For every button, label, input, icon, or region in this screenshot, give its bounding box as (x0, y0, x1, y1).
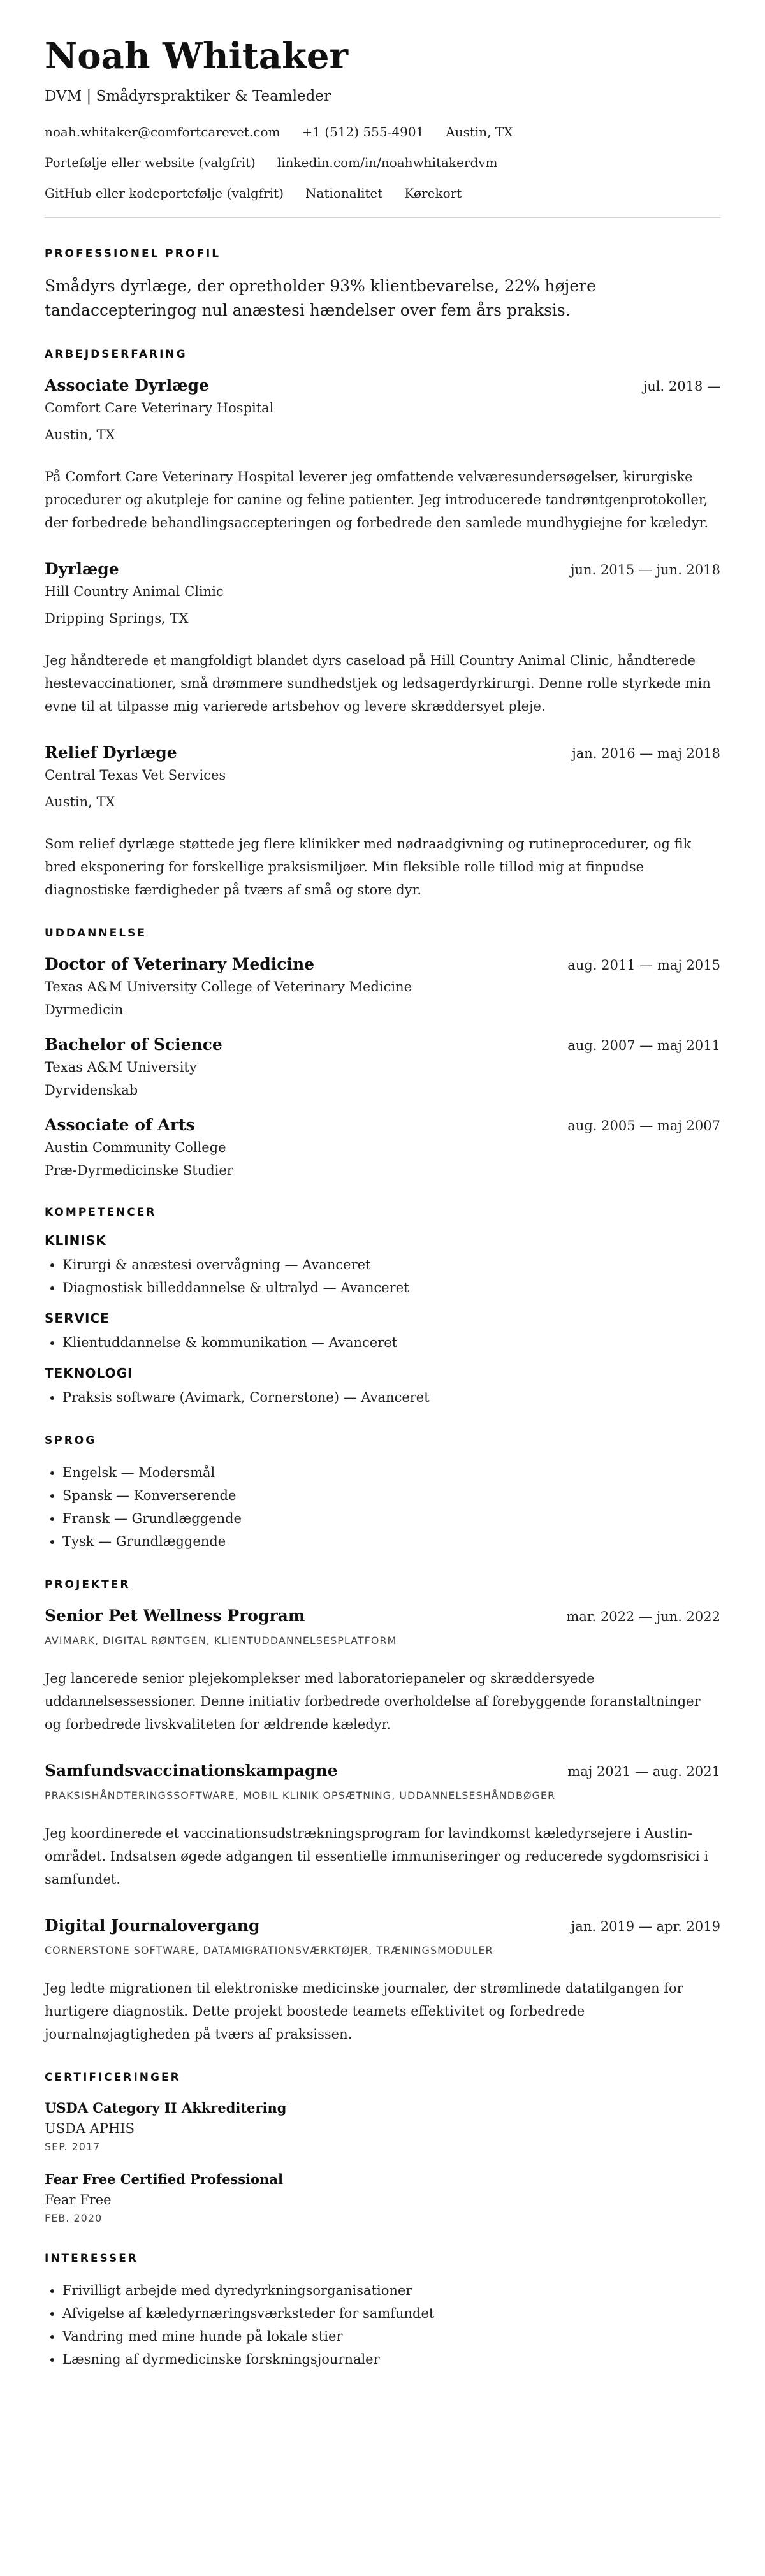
job-title: Relief Dyrlæge (45, 743, 177, 762)
certification-date: SEP. 2017 (45, 2141, 101, 2153)
section-title: CERTIFICERINGER (45, 2071, 181, 2084)
company-name: Central Texas Vet Services (45, 768, 226, 783)
job-location: Austin, TX (45, 427, 115, 442)
certification-issuer: Fear Free (45, 2192, 112, 2208)
section-title: UDDANNELSE (45, 927, 147, 940)
contact-nationality: Nationalitet (305, 186, 383, 201)
job-title: Dyrlæge (45, 560, 119, 578)
project-description: Jeg ledte migrationen til elektroniske medicinske journaler, der strømlinede datatilgangen for hurtigere diagnostik. Dette projekt boostede teamets effektivitet og forbedrede journalnøjagtigheden på tværs af praksissen. (45, 1981, 683, 2042)
project-dates: mar. 2022 — jun. 2022 (566, 1609, 720, 1624)
job-dates: jan. 2016 — maj 2018 (572, 746, 720, 761)
project-tech: PRAKSISHÅNDTERINGSSOFTWARE, MOBIL KLINIK OPSÆTNING, UDDANNELSESHÅNDBØGER (45, 1789, 556, 1801)
education-entry (45, 1034, 720, 1100)
skill-list (45, 1253, 720, 1299)
education-dates: aug. 2011 — maj 2015 (567, 957, 720, 973)
section-title: PROJEKTER (45, 1578, 131, 1591)
contact-email[interactable]: noah.whitaker@comfortcarevet.com (45, 124, 280, 140)
language-list (45, 1461, 720, 1553)
contact-drivers-license: Kørekort (404, 186, 462, 201)
skill-item: • Kirurgi & anæstesi overvågning — Avanceret (62, 1253, 720, 1276)
degree-title: Associate of Arts (45, 1116, 195, 1134)
degree-title: Bachelor of Science (45, 1035, 222, 1054)
languages-section (45, 1434, 720, 1553)
school-name: Texas A&M University (45, 1059, 197, 1075)
project-tech: AVIMARK, DIGITAL RØNTGEN, KLIENTUDDANNELSESPLATFORM (45, 1634, 397, 1647)
language-item: • Tysk — Grundlæggende (62, 1530, 720, 1553)
interest-list (45, 2279, 720, 2371)
interest-item: • Afvigelse af kæledyrnæringsværksteder for samfundet (62, 2302, 720, 2325)
job-location: Dripping Springs, TX (45, 611, 189, 626)
project-entry (45, 1760, 720, 1891)
contact-github[interactable]: GitHub eller kodeportefølje (valgfrit) (45, 186, 284, 201)
experience-section (45, 348, 720, 901)
education-dates: aug. 2005 — maj 2007 (567, 1118, 720, 1133)
job-dates: jul. 2018 — (643, 379, 720, 394)
school-name: Austin Community College (45, 1140, 226, 1155)
project-dates: jan. 2019 — apr. 2019 (571, 1919, 720, 1934)
skill-item: • Praksis software (Avimark, Cornerstone) — Avanceret (62, 1386, 720, 1409)
field-of-study: Præ-Dyrmedicinske Studier (45, 1163, 233, 1178)
contact-row (45, 184, 720, 202)
project-description: Jeg lancerede senior plejekomplekser med laboratoriepaneler og skræddersyede uddannelsessessioner. Denne initiativ forbedrede overholdelse af forebyggende foranstaltninger og forbedrede livskvaliteten for ældrende kæledyr. (45, 1671, 701, 1732)
skill-category: SERVICE (45, 1311, 110, 1326)
interest-item: • Læsning af dyrmedicinske forskningsjournaler (62, 2348, 720, 2371)
language-item: • Spansk — Konverserende (62, 1484, 720, 1507)
profile-summary: Smådyrs dyrlæge, der opretholder 93% klientbevarelse, 22% højere tandaccepteringog nul anæstesi hændelser over fem års praksis. (45, 277, 596, 319)
school-name: Texas A&M University College of Veterinary Medicine (45, 979, 412, 994)
project-name: Samfundsvaccinationskampagne (45, 1761, 338, 1780)
job-description: Som relief dyrlæge støttede jeg flere klinikker med nødraadgivning og rutineprocedurer, og fik bred eksponering for forskellige praksismiljøer. Min fleksible rolle tillod mig at finpudse diagnostiske færdigheder på tværs af små og store dyr. (45, 836, 692, 898)
project-entry (45, 1915, 720, 2046)
experience-entry (45, 558, 720, 718)
job-location: Austin, TX (45, 794, 115, 810)
skill-list (45, 1386, 720, 1409)
contact-row (45, 154, 720, 171)
project-name: Digital Journalovergang (45, 1916, 260, 1935)
certification-name: USDA Category II Akkreditering (45, 2100, 287, 2116)
project-description: Jeg koordinerede et vaccinationsudstrækningsprogram for lavindkomst kæledyrsejere i Austin-området. Indsatsen øgede adgangen til essentielle immuniseringer og reducerede sygdomsrisici i samfundet. (45, 1826, 709, 1887)
contact-location: Austin, TX (446, 124, 513, 140)
section-title: INTERESSER (45, 2252, 138, 2265)
contact-portfolio[interactable]: Portefølje eller website (valgfrit) (45, 155, 256, 170)
contact-phone[interactable]: +1 (512) 555-4901 (302, 124, 425, 140)
skill-category: KLINISK (45, 1233, 106, 1248)
certification-issuer: USDA APHIS (45, 2121, 135, 2136)
job-title: Associate Dyrlæge (45, 376, 209, 395)
interests-section (45, 2252, 720, 2371)
section-title: KOMPETENCER (45, 1206, 157, 1219)
candidate-tagline: DVM | Smådyrspraktiker & Teamleder (45, 88, 331, 105)
job-description: På Comfort Care Veterinary Hospital leverer jeg omfattende velværesundersøgelser, kirurgiske procedurer og akutpleje for canine og feline patienter. Jeg introducerede tandrøntgenprotokoller, der forbedrede behandlingsaccepteringen og forbedrede den samlede mundhygiejne for kæledyr. (45, 469, 709, 530)
job-description: Jeg håndterede et mangfoldigt blandet dyrs caseload på Hill Country Animal Clinic, håndterede hestevaccinationer, små drømmere sundhedstjek og ledsagerdyrkirurgi. Denne rolle styrkede min evne til at tilpasse mig varierede artsbehov og levere skræddersyet pleje. (45, 653, 711, 714)
certification-date: FEB. 2020 (45, 2212, 103, 2224)
project-tech: CORNERSTONE SOFTWARE, DATAMIGRATIONSVÆRKTØJER, TRÆNINGSMODULER (45, 1944, 493, 1956)
project-name: Senior Pet Wellness Program (45, 1606, 305, 1625)
section-title: PROFESSIONEL PROFIL (45, 247, 221, 260)
contact-linkedin[interactable]: linkedin.com/in/noahwhitakerdvm (277, 155, 498, 170)
language-item: • Engelsk — Modersmål (62, 1461, 720, 1484)
contact-row (45, 123, 720, 141)
projects-section (45, 1578, 720, 2046)
company-name: Comfort Care Veterinary Hospital (45, 400, 274, 416)
certifications-section (45, 2071, 720, 2227)
skill-list (45, 1331, 720, 1354)
resume-header (45, 35, 720, 202)
company-name: Hill Country Animal Clinic (45, 584, 224, 599)
education-entry (45, 1114, 720, 1181)
skill-category: TEKNOLOGI (45, 1365, 133, 1381)
certification-entry (45, 2169, 720, 2227)
section-title: ARBEJDSERFARING (45, 348, 187, 361)
interest-item: • Frivilligt arbejde med dyredyrkningsorganisationer (62, 2279, 720, 2302)
field-of-study: Dyrvidenskab (45, 1082, 138, 1098)
header-divider (45, 217, 720, 218)
experience-entry (45, 742, 720, 901)
skill-item: • Diagnostisk billeddannelse & ultralyd — Avanceret (62, 1276, 720, 1299)
skills-section (45, 1206, 720, 1409)
project-entry (45, 1605, 720, 1736)
interest-item: • Vandring med mine hunde på lokale stier (62, 2325, 720, 2348)
section-title: SPROG (45, 1434, 97, 1447)
profile-section (45, 247, 720, 323)
degree-title: Doctor of Veterinary Medicine (45, 955, 315, 973)
job-dates: jun. 2015 — jun. 2018 (570, 562, 720, 578)
certification-entry (45, 2098, 720, 2155)
language-item: • Fransk — Grundlæggende (62, 1507, 720, 1530)
candidate-name: Noah Whitaker (45, 35, 348, 77)
education-dates: aug. 2007 — maj 2011 (567, 1038, 720, 1053)
education-entry (45, 954, 720, 1020)
certification-name: Fear Free Certified Professional (45, 2171, 283, 2187)
skill-item: • Klientuddannelse & kommunikation — Avanceret (62, 1331, 720, 1354)
education-section (45, 927, 720, 1181)
project-dates: maj 2021 — aug. 2021 (567, 1764, 720, 1779)
field-of-study: Dyrmedicin (45, 1002, 124, 1017)
experience-entry (45, 375, 720, 534)
